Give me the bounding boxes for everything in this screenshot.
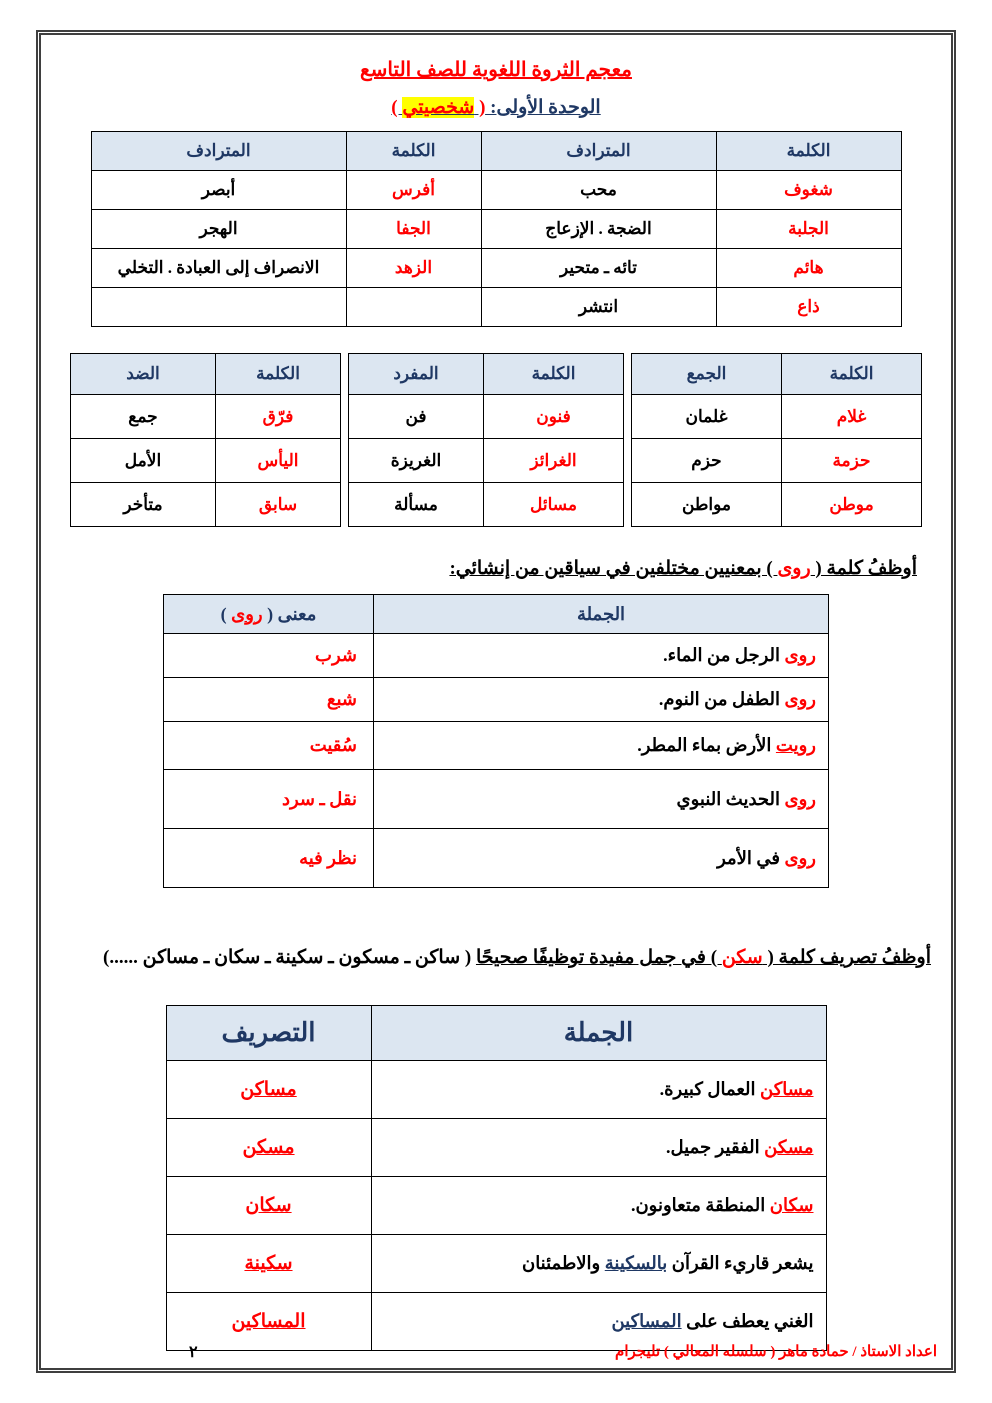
plural-table — [631, 353, 922, 527]
form-word: مسكن — [242, 1137, 295, 1158]
plural-header-row — [632, 354, 922, 395]
small-tables-row — [70, 353, 922, 527]
keyword: بالسكينة — [604, 1253, 668, 1273]
heading-text: ) بمعنيين مختلفين في سياقين من إنشائي: — [449, 558, 778, 579]
sakan-section-heading — [59, 946, 931, 969]
meaning-cell: نظر فيه — [164, 829, 374, 888]
sentence-cell — [371, 1235, 826, 1293]
table-row — [71, 395, 341, 439]
table-row — [166, 1235, 826, 1293]
word-cell: هائم — [716, 249, 901, 288]
keyword: روى — [784, 645, 816, 665]
meaning-cell: شبع — [164, 678, 374, 722]
sentence-cell — [371, 1119, 826, 1177]
word-cell: موطن — [782, 483, 922, 527]
word-cell: الجلبة — [716, 210, 901, 249]
header-sentence: الجملة — [371, 1006, 826, 1061]
synonym-cell: الضجة . الإزعاج — [481, 210, 716, 249]
singular-header-row — [349, 354, 624, 395]
word-cell: فنون — [484, 395, 624, 439]
meaning-header-text: ) — [220, 603, 232, 624]
sentence-suffix: العمال كبيرة. — [659, 1079, 761, 1099]
table-row — [349, 483, 624, 527]
page-content — [41, 35, 951, 1368]
keyword: المساكين — [611, 1311, 682, 1331]
word-cell: اليأس — [216, 439, 341, 483]
word-cell: غلام — [782, 395, 922, 439]
word-cell: الزهد — [346, 249, 481, 288]
form-word: سكينة — [244, 1253, 293, 1274]
keyword: روى — [784, 847, 816, 868]
synonyms-table — [91, 131, 902, 327]
heading-text: أوظفُ كلمة ( — [810, 558, 917, 579]
sentence-rest: الرجل من الماء. — [663, 645, 785, 665]
sentence-cell — [374, 722, 829, 770]
rawa-keyword: روى — [777, 558, 811, 579]
word-cell: شغوف — [716, 171, 901, 210]
table-row — [166, 1061, 826, 1119]
sentence-cell — [374, 770, 829, 829]
table-row — [164, 678, 829, 722]
header-plural: الجمع — [632, 354, 782, 395]
plural-cell: مواطن — [632, 483, 782, 527]
word-cell: أفرس — [346, 171, 481, 210]
meaning-cell: سُقيت — [164, 722, 374, 770]
header-word: الكلمة — [484, 354, 624, 395]
table-row — [71, 483, 341, 527]
sentence-suffix: الفقير جميل. — [666, 1137, 765, 1157]
word-cell: حزمة — [782, 439, 922, 483]
rawa-section-heading — [57, 557, 917, 580]
sentence-cell — [371, 1061, 826, 1119]
rawa-table — [163, 594, 829, 888]
meaning-cell: شرب — [164, 634, 374, 678]
sakan-keyword: سكن — [721, 947, 763, 968]
word-cell: فرّق — [216, 395, 341, 439]
word-cell: مسائل — [484, 483, 624, 527]
table-row — [71, 439, 341, 483]
antonym-cell: جمع — [71, 395, 216, 439]
table-row — [349, 439, 624, 483]
form-cell — [166, 1119, 371, 1177]
table-row — [91, 210, 901, 249]
sentence-cell — [374, 829, 829, 888]
singular-cell: الغريزة — [349, 439, 484, 483]
keyword: سكان — [769, 1195, 814, 1215]
sentence-cell — [374, 634, 829, 678]
keyword: روى — [784, 788, 816, 809]
keyword: مسكن — [764, 1137, 814, 1157]
word-cell: ذاع — [716, 288, 901, 327]
unit-paren-close: ) — [391, 97, 403, 118]
table-row — [91, 249, 901, 288]
header-form: التصريف — [166, 1006, 371, 1061]
header-meaning — [164, 595, 374, 634]
form-cell — [166, 1061, 371, 1119]
header-synonym-2: المترادف — [91, 132, 346, 171]
word-cell: الغرائز — [484, 439, 624, 483]
sentence-rest: الحديث النبوي — [676, 788, 785, 809]
page-number: ٢ — [189, 1344, 198, 1361]
header-sentence: الجملة — [374, 595, 829, 634]
keyword: رويت — [775, 735, 816, 755]
word-cell — [346, 288, 481, 327]
heading-forms-list: ( ساكن ـ مسكون ـ سكينة ـ سكان ـ مساكن ......) — [103, 947, 476, 968]
table-row — [349, 395, 624, 439]
table-row — [164, 634, 829, 678]
header-word-2: الكلمة — [346, 132, 481, 171]
rawa-header-row — [164, 595, 829, 634]
meaning-cell: نقل ـ سرد — [164, 770, 374, 829]
sentence-cell — [374, 678, 829, 722]
synonym-cell: أبصر — [91, 171, 346, 210]
unit-paren-open: ( — [474, 97, 486, 118]
table-row — [164, 722, 829, 770]
sentence-rest: الأرض بماء المطر. — [637, 735, 776, 755]
header-word-1: الكلمة — [716, 132, 901, 171]
table-row — [166, 1177, 826, 1235]
header-word: الكلمة — [216, 354, 341, 395]
header-word: الكلمة — [782, 354, 922, 395]
heading-text: أوظفُ تصريف كلمة ( — [762, 947, 931, 968]
doc-title: معجم الثروة اللغوية للصف التاسع — [360, 59, 632, 81]
sentence-suffix: والاطمئنان — [521, 1253, 605, 1273]
heading-text: ) في جمل مفيدة توظيفًا صحيحًا — [475, 947, 722, 968]
sentence-rest: الطفل من النوم. — [658, 689, 785, 709]
form-cell — [166, 1177, 371, 1235]
table-row — [91, 171, 901, 210]
plural-cell: حزم — [632, 439, 782, 483]
word-cell: الجفا — [346, 210, 481, 249]
table-row — [632, 483, 922, 527]
antonym-header-row — [71, 354, 341, 395]
antonym-table — [70, 353, 341, 527]
unit-word-highlight: شخصيتي — [402, 97, 475, 118]
synonym-cell: محب — [481, 171, 716, 210]
synonym-cell: انتشر — [481, 288, 716, 327]
meaning-header-text: معنى ( — [262, 603, 317, 624]
table-row — [164, 770, 829, 829]
heading-underlined-part — [476, 947, 931, 968]
table-row — [632, 395, 922, 439]
sentence-suffix: المنطقة متعاونون. — [630, 1195, 770, 1215]
form-word: المساكين — [231, 1311, 306, 1332]
keyword: روى — [784, 689, 816, 709]
synonym-cell: تائه ـ متحير — [481, 249, 716, 288]
sentence-rest: في الأمر — [717, 847, 785, 868]
rawa-keyword: روى — [231, 603, 263, 624]
page-border — [36, 30, 956, 1373]
form-cell — [166, 1235, 371, 1293]
form-word: مساكن — [240, 1079, 297, 1100]
header-antonym: الضد — [71, 354, 216, 395]
header-singular: المفرد — [349, 354, 484, 395]
singular-cell: مسألة — [349, 483, 484, 527]
sakan-table — [166, 1005, 827, 1351]
antonym-cell: الأمل — [71, 439, 216, 483]
sakan-header-row — [166, 1006, 826, 1061]
footer-credit: اعداد الاستاذ / حمادة ماهر ( سلسله المعالي ) تليجرام — [615, 1344, 937, 1360]
table-row — [164, 829, 829, 888]
table-row — [632, 439, 922, 483]
synonym-cell: الانصراف إلى العبادة . التخلي — [91, 249, 346, 288]
page-footer — [41, 1342, 951, 1364]
sentence-cell — [371, 1177, 826, 1235]
unit-title — [57, 96, 935, 119]
plural-cell: غلمان — [632, 395, 782, 439]
word-cell: سابق — [216, 483, 341, 527]
singular-table — [348, 353, 624, 527]
table-row — [166, 1119, 826, 1177]
sentence-prefix: يشعر قاريء القرآن — [667, 1253, 814, 1273]
form-word: سكان — [245, 1195, 292, 1216]
unit-label: الوحدة الأولى: — [485, 97, 601, 118]
synonym-cell — [91, 288, 346, 327]
header-synonym-1: المترادف — [481, 132, 716, 171]
keyword: مساكن — [760, 1079, 814, 1099]
singular-cell: فن — [349, 395, 484, 439]
synonym-cell: الهجر — [91, 210, 346, 249]
table-row — [91, 288, 901, 327]
sentence-prefix: الغني يعطف على — [681, 1311, 814, 1331]
antonym-cell: متأخر — [71, 483, 216, 527]
synonyms-header-row — [91, 132, 901, 171]
